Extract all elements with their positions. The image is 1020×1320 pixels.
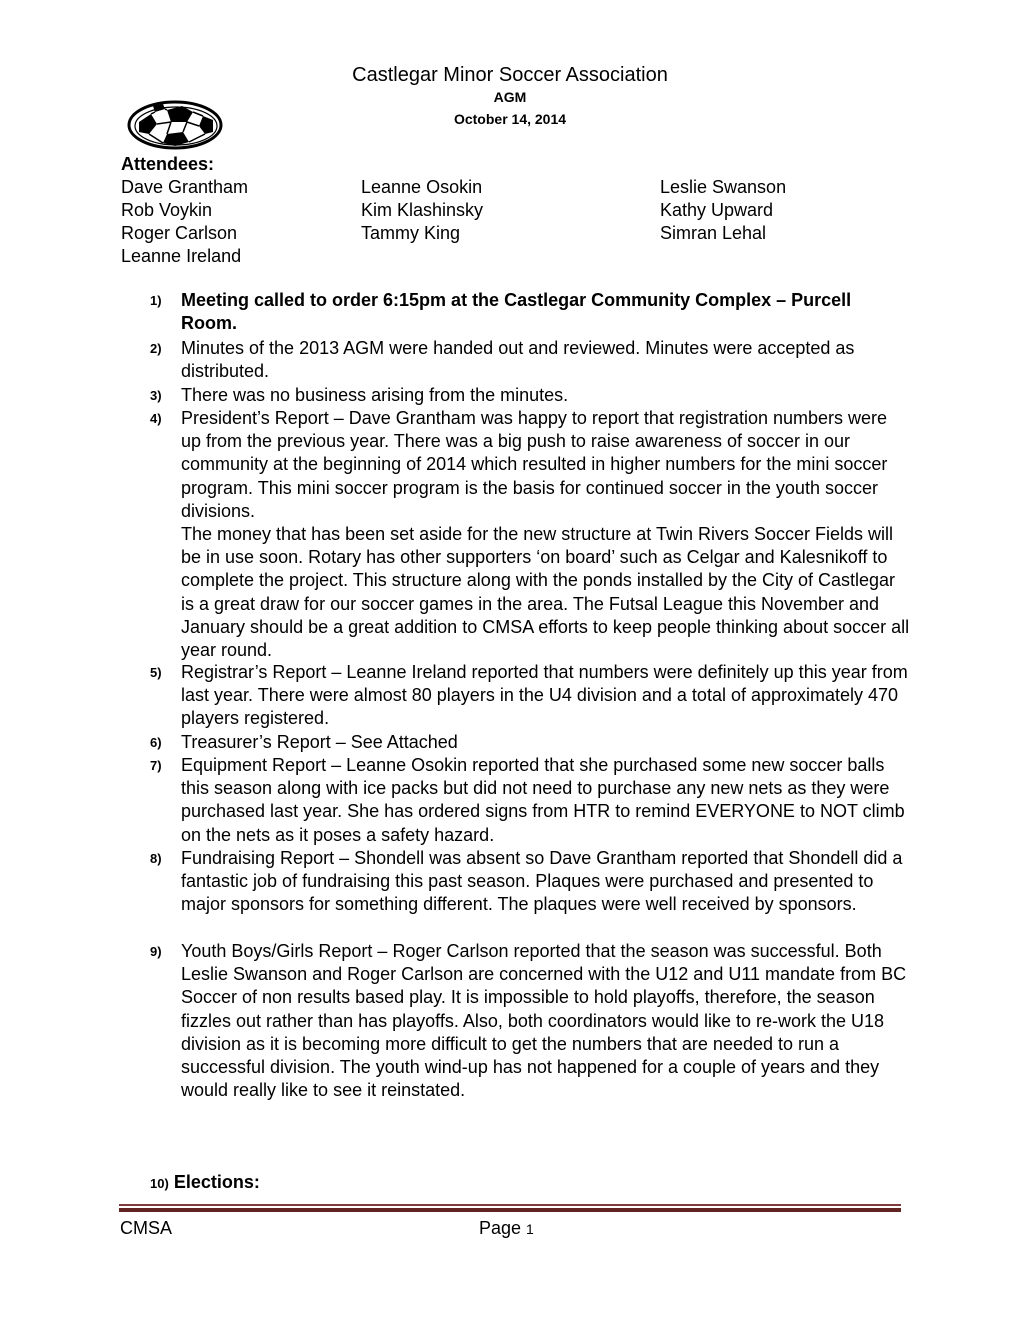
agenda-item-elections bbox=[150, 1170, 260, 1196]
item-text-block bbox=[181, 407, 910, 662]
attendee-name: Roger Carlson bbox=[121, 223, 238, 243]
agenda-item-call-to-order bbox=[150, 289, 910, 335]
item-number: 5) bbox=[150, 665, 162, 680]
item-number: 3) bbox=[150, 388, 162, 403]
item-text: Registrar’s Report – Leanne Ireland reported that numbers were definitely up this year from last year. There were almost 80 players in the U4 division and a total of approximately 470 players registered. bbox=[181, 662, 908, 729]
attendee-name: Tammy King bbox=[361, 223, 461, 243]
item-number: 10) bbox=[150, 1176, 169, 1191]
attendee-name: Leslie Swanson bbox=[660, 177, 787, 197]
item-number: 8) bbox=[150, 851, 162, 866]
item-heading: Elections: bbox=[173, 1172, 260, 1192]
item-number: 7) bbox=[150, 758, 162, 773]
footer-org: CMSA bbox=[120, 1218, 173, 1238]
agenda-item-treasurers-report bbox=[150, 731, 910, 754]
attendee-name: Dave Grantham bbox=[121, 177, 249, 197]
attendee-name: Kathy Upward bbox=[660, 200, 774, 220]
item-number: 4) bbox=[150, 411, 162, 426]
agenda-item-minutes bbox=[150, 337, 910, 383]
page-number bbox=[479, 1216, 534, 1241]
item-text: Youth Boys/Girls Report – Roger Carlson reported that the season was successful. Both Leslie Swanson and Roger Carlson are concerned with the U12 and U11 mandate from BC Soccer of non results based play. It is impossible to hold playoffs, therefore, the season fizzles out rather than has playoffs. Also, both coordinators would like to re-work the U18 division as it is becoming more difficult to get the numbers that are needed to run a successful division. The youth wind-up has not happened for a couple of years and they would really like to see it reinstated. bbox=[181, 941, 907, 1101]
attendee-name: Kim Klashinsky bbox=[361, 200, 484, 220]
agenda-item-equipment-report bbox=[150, 754, 910, 847]
item-text: Minutes of the 2013 AGM were handed out and reviewed. Minutes were accepted as distributed. bbox=[181, 338, 855, 382]
footer-rule bbox=[119, 1204, 901, 1206]
attendee-name: Simran Lehal bbox=[660, 223, 767, 243]
item-number: 1) bbox=[150, 293, 162, 308]
agenda-item-presidents-report bbox=[150, 407, 910, 662]
item-text: Fundraising Report – Shondell was absent so Dave Grantham reported that Shondell did a fantastic job of fundraising this past season. Plaques were purchased and presented to major sponsors for something different. The plaques were well received by sponsors. bbox=[181, 848, 903, 915]
item-text: President’s Report – Dave Grantham was happy to report that registration numbers were up from the previous year. There was a big push to raise awareness of soccer in our community at the beginning of 2014 which resulted in higher numbers for the mini soccer program. This mini soccer program is the basis for continued soccer in the youth soccer divisions. bbox=[181, 408, 888, 521]
document-subtitle: AGM bbox=[493, 89, 527, 105]
agenda-item-registrars-report bbox=[150, 661, 910, 731]
item-text: Meeting called to order 6:15pm at the Castlegar Community Complex – Purcell Room. bbox=[181, 290, 852, 334]
document-title: Castlegar Minor Soccer Association bbox=[352, 64, 668, 86]
page-label: Page bbox=[479, 1218, 527, 1238]
footer-rule-thick bbox=[119, 1208, 901, 1212]
item-text: Equipment Report – Leanne Osokin reported that she purchased some new soccer balls this season along with ice packs but did not need to purchase any new nets as they were purchased last year. She has ordered signs from HTR to remind EVERYONE to NOT climb on the nets as it poses a safety hazard. bbox=[181, 755, 905, 845]
page-number-value: 1 bbox=[526, 1221, 534, 1237]
agenda-item-youth-report bbox=[150, 940, 910, 1102]
meeting-date: October 14, 2014 bbox=[453, 111, 567, 127]
item-number: 2) bbox=[150, 341, 162, 356]
attendees-heading: Attendees: bbox=[121, 154, 215, 174]
agenda-item-fundraising-report bbox=[150, 847, 910, 917]
item-text: There was no business arising from the minutes. bbox=[181, 385, 569, 405]
agenda-item-business-arising bbox=[150, 384, 910, 407]
item-number: 9) bbox=[150, 944, 162, 959]
item-number: 6) bbox=[150, 735, 162, 750]
attendee-name: Leanne Osokin bbox=[361, 177, 483, 197]
item-text-continued: The money that has been set aside for the new structure at Twin Rivers Soccer Fields will be in use soon. Rotary has other supporters ‘on board’ such as Celgar and Kalesnikoff to complete the project. This structure along with the ponds installed by the City of Castlegar is a great draw for our soccer games in the area. The Futsal League this November and January should be a great addition to CMSA efforts to keep people thinking about soccer all year round. bbox=[181, 524, 910, 661]
item-text: Treasurer’s Report – See Attached bbox=[181, 732, 458, 752]
attendee-name: Rob Voykin bbox=[121, 200, 213, 220]
attendee-name: Leanne Ireland bbox=[121, 246, 242, 266]
soccer-ball-icon bbox=[127, 100, 223, 150]
